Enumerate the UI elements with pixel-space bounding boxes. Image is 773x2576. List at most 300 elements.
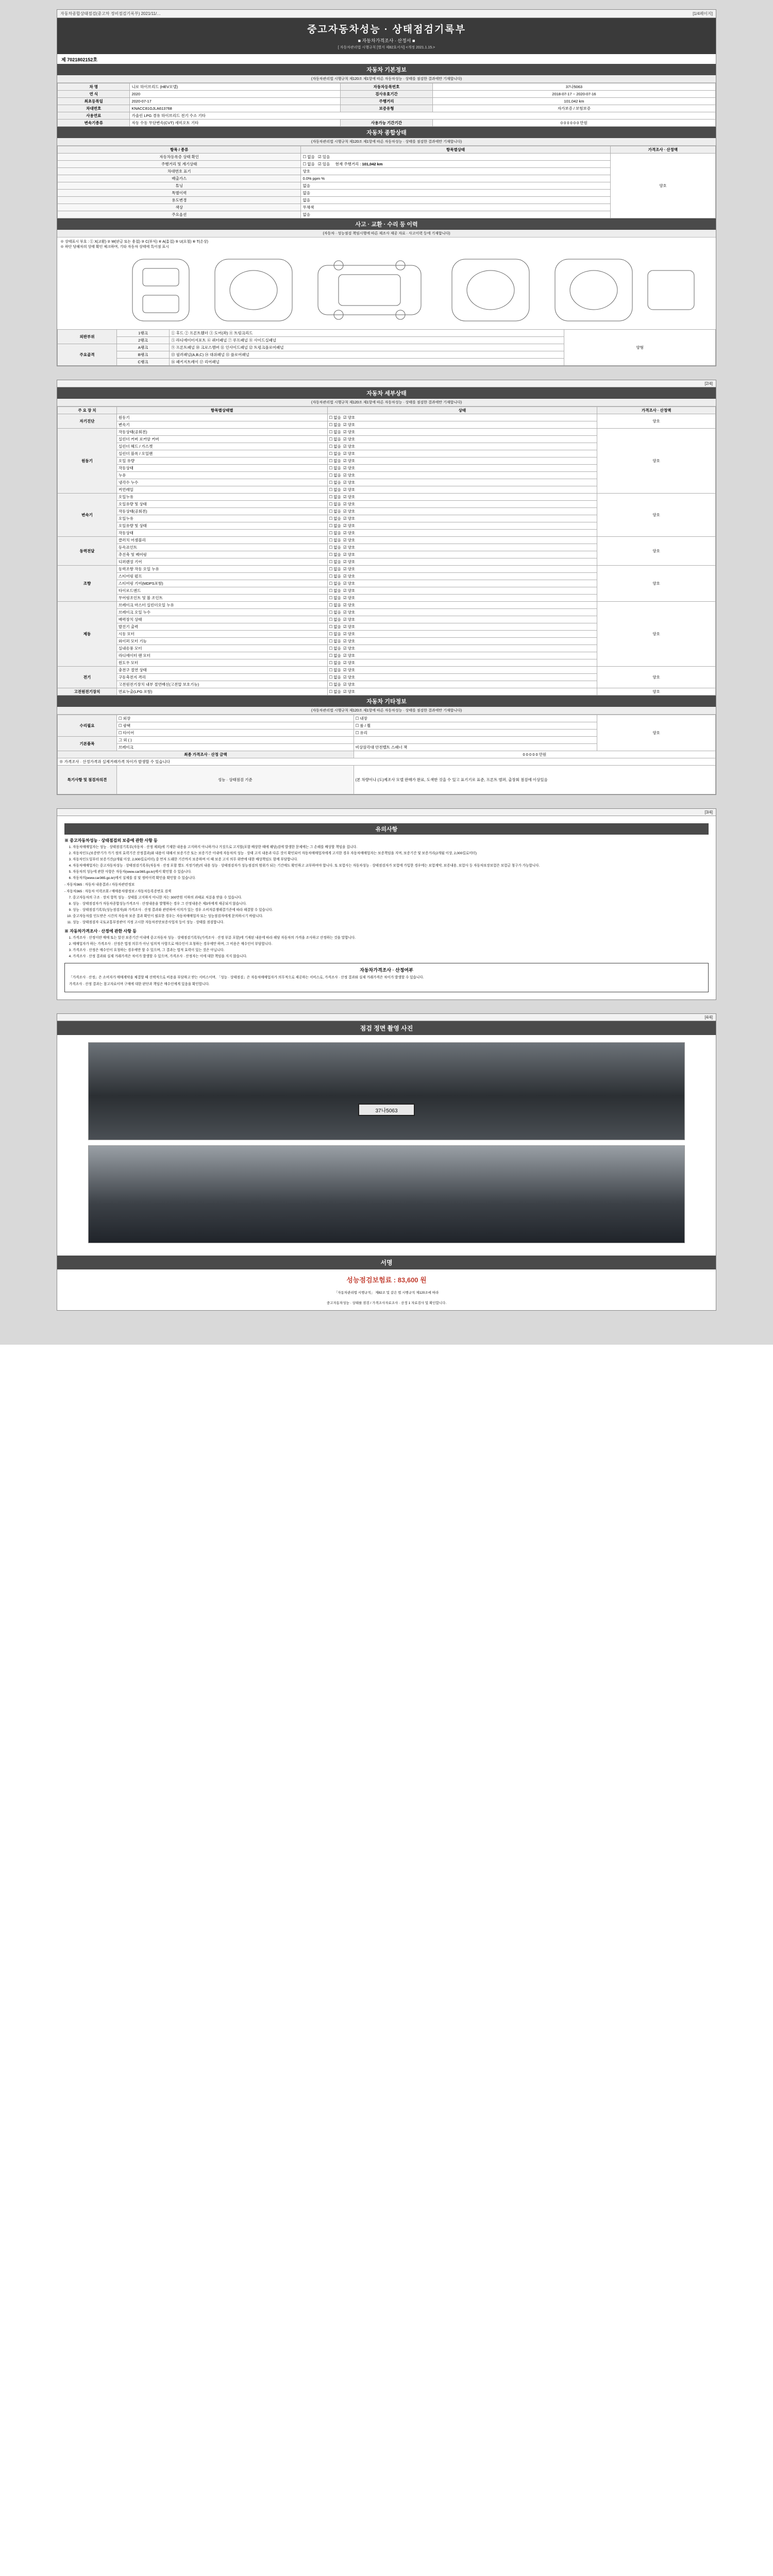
checkbox-none[interactable]: ☐ 없음: [329, 523, 341, 528]
vehicle-underbody-photo: [88, 1145, 685, 1243]
browser-left-text: 자동차종합상태점검(중고차 정비점검기록부) 2021/11/…: [60, 11, 161, 16]
photos-section: [57, 1035, 716, 1256]
table-row: [58, 91, 716, 98]
checkbox-none[interactable]: ☐ 없음: [329, 430, 341, 434]
detail-state[interactable]: [327, 566, 597, 573]
detail-group-7: 고전원전기장치: [58, 688, 117, 696]
detail-state[interactable]: [327, 429, 597, 436]
photos-title: 점검 정면 촬영 사진: [57, 1021, 716, 1035]
detail-state[interactable]: [327, 479, 597, 486]
checkbox-none[interactable]: ☐ 없음: [329, 689, 341, 694]
checkbox-good[interactable]: ☑ 양호: [343, 603, 355, 607]
etc-group-1: 기본품목: [58, 737, 117, 751]
checkbox-none[interactable]: ☐ 없음: [329, 596, 341, 600]
checkbox-good[interactable]: ☑ 양호: [343, 617, 355, 622]
basic-label2-0: 자동차등록번호: [341, 83, 433, 91]
list-item: 8. 성능 · 상태점검자가 자동차종합성능가격조사 · 산정내용을 발행하는 경우 그 산정내용은 제3자에게 제공되지 않습니다.: [73, 902, 709, 907]
detail-price: 양호: [597, 429, 716, 494]
sheet-4: [57, 1013, 716, 1311]
checkbox-none[interactable]: ☐ 없음: [329, 581, 341, 586]
checkbox-none[interactable]: ☐ 없음: [329, 459, 341, 463]
checkbox-none[interactable]: ☐ 없음: [329, 603, 341, 607]
list-item: 3. 자동차인도일부터 보증기간(2개월 이상, 2,000킬로미터) 중 먼저 도래한 기간까지 보증하며 이 때 보증 고지 의무 위반에 대한 배상책임도 함께 부담합니다.: [73, 857, 709, 862]
overall-kind-0: 자동차등록증 상태 확인: [58, 154, 301, 161]
table-row: [58, 688, 716, 696]
detail-col-d: 가격조사 · 산정액: [597, 407, 716, 414]
detail-state[interactable]: [327, 609, 597, 616]
section-basic-title: 자동차 기본정보: [57, 64, 716, 75]
overall-state-1[interactable]: ☐ 없음 ☑ 있음 현재 주행거리 : 101,042 km: [301, 161, 610, 168]
etc-b-2[interactable]: [354, 730, 597, 737]
detail-state[interactable]: [327, 450, 597, 457]
checkbox-exterior[interactable]: ☐ 외장: [119, 716, 130, 721]
detail-item: 실린더 블록 / 오일팬: [116, 450, 327, 457]
detail-item: 냉각수 누수: [116, 479, 327, 486]
checkbox-good[interactable]: ☑ 양호: [343, 560, 355, 564]
detail-item: 무어링조인트 및 볼 조인트: [116, 595, 327, 602]
accident-grp-1: 주요골격: [58, 344, 117, 366]
table-row: [58, 758, 716, 766]
basic-label2-5: 사용가능 기간기간: [341, 120, 433, 127]
checkbox-none[interactable]: ☐ 없음: [329, 653, 341, 658]
detail-item: 구동축전지 격리: [116, 674, 327, 681]
detail-price: 양호: [597, 414, 716, 429]
checkbox-good[interactable]: ☑ 양호: [343, 653, 355, 658]
checkbox-good[interactable]: ☑ 양호: [343, 473, 355, 478]
detail-state[interactable]: [327, 486, 597, 494]
accident-diagram-box: [57, 238, 716, 329]
detail-state[interactable]: [327, 638, 597, 645]
overall-kind-2: 차대번호 표기: [58, 168, 301, 175]
list-item: 5. 자동차의 성능에 관한 사항은 자동차(www.car365.go.kr)에서 확인할 수 있습니다.: [73, 870, 709, 875]
overall-kind-7: 색상: [58, 204, 301, 211]
detail-item: 동력조향 작동 오일 누유: [116, 566, 327, 573]
checkbox-wheel[interactable]: ☐ 룸 / 휠: [356, 723, 371, 728]
checkbox-glass[interactable]: ☐ 유리: [356, 731, 367, 735]
checkbox-good[interactable]: ☑ 양호: [343, 459, 355, 463]
basic-label2-1: 검사유효기간: [341, 91, 433, 98]
table-row: [58, 715, 716, 722]
browser-topbar-2: [57, 380, 716, 387]
checkbox-none[interactable]: ☐ 없음: [329, 567, 341, 571]
etc-price: 양호: [597, 715, 716, 751]
checkbox-good[interactable]: ☑ 양호: [343, 502, 355, 506]
detail-group-2: 변속기: [58, 494, 117, 537]
detail-col-c: 상태: [327, 407, 597, 414]
detail-state[interactable]: [327, 522, 597, 530]
footer-note-1: 「자동차관리법 시행규칙」 제82조 및 같은 법 시행규칙 제120조에 따라: [334, 1291, 439, 1295]
checkbox-none[interactable]: ☐ 없음: [329, 516, 341, 521]
checkbox-good[interactable]: ☑ 양호: [343, 466, 355, 470]
list-item: 4. 가격조사 · 산정 결과와 실제 거래가격은 차이가 발생할 수 있으며, 가격조사 · 산정자는 이에 대한 책임을 지지 않습니다.: [73, 954, 709, 959]
mileage-value: 101,042 km: [362, 162, 383, 166]
detail-item: 등속죠인트: [116, 544, 327, 551]
checkbox-none[interactable]: ☐ 없음: [329, 502, 341, 506]
detail-state[interactable]: [327, 602, 597, 609]
checkbox-interior[interactable]: ☐ 내장: [356, 716, 367, 721]
detail-state[interactable]: [327, 659, 597, 667]
checkbox-none[interactable]: ☐ 없음: [329, 560, 341, 564]
etc-a-3[interactable]: 그 외 ( ): [116, 737, 354, 744]
detail-col-a: 주 요 장 치: [58, 407, 117, 414]
checkbox-good[interactable]: ☑ 양호: [343, 668, 355, 672]
basic-value-2: 2020-07-17: [130, 98, 341, 105]
etc-table: [57, 715, 716, 794]
guide-list-3: [64, 936, 709, 959]
table-row: [58, 414, 716, 421]
browser-topbar: [57, 10, 716, 18]
checkbox-none[interactable]: ☐ 없음: [329, 495, 341, 499]
checkbox-none[interactable]: ☐ 없음: [329, 646, 341, 651]
detail-state[interactable]: [327, 616, 597, 623]
checkbox-good[interactable]: ☑ 양호: [343, 610, 355, 615]
checkbox-good[interactable]: ☑ 양호: [343, 581, 355, 586]
etc-perf-note: ※ 가격조사 · 산정가격과 실제거래가격 차이가 발생할 수 있습니다: [58, 758, 716, 766]
checkbox-none[interactable]: ☐ 없음: [329, 487, 341, 492]
basic-value-4: 가솔린 LPG 경유 하이브리드 전기 수소 기타: [130, 112, 716, 120]
detail-item: 누유: [116, 472, 327, 479]
table-row: [58, 494, 716, 501]
list-item: 1. 자동차매매업자는 성능 · 상태점검기록부(자동차 · 산정 제외)에 기재한 내용을 고지하지 아니하거나 거짓으로 고지할(포함 배상한 때에 해당)검에 발생한 문제에는 그 손해를 배상할 책임을 집니다.: [73, 845, 709, 850]
detail-item: 작동상태(공회전): [116, 429, 327, 436]
detail-item: 오일누유: [116, 515, 327, 522]
section-detail-title: 자동차 세부상태: [57, 387, 716, 399]
checkbox-good[interactable]: ☑ 양호: [343, 444, 355, 449]
checkbox-good[interactable]: ☑ 양호: [343, 660, 355, 665]
checkbox-none[interactable]: ☐ 없음: [329, 552, 341, 557]
checkbox-none[interactable]: ☐ 없음: [329, 545, 341, 550]
checkbox-none[interactable]: ☐ 없음: [329, 610, 341, 615]
overall-state-3[interactable]: 0.0% ppm %: [301, 175, 610, 182]
table-row: [58, 537, 716, 544]
checkbox-none[interactable]: ☐ 없음: [329, 624, 341, 629]
table-row: [58, 429, 716, 436]
doc-number: 제 7021802152호: [61, 57, 97, 62]
table-row: [58, 105, 716, 112]
doc-title: 중고자동차성능 · 상태점검기록부: [307, 24, 466, 35]
checkbox-none[interactable]: ☐ 없음: [329, 660, 341, 665]
checkbox-none[interactable]: ☐ 없음: [329, 451, 341, 456]
etc-b-0[interactable]: [354, 715, 597, 722]
accident-note-2: ※ 하단 당해차의 상태 확인 체크하며, 기타 자동차 상태에 특이점 표시: [60, 245, 169, 249]
checkbox-good[interactable]: ☑ 양호: [343, 487, 355, 492]
detail-item: 실린더 헤드 / 가스켓: [116, 443, 327, 450]
checkbox-good[interactable]: ☑ 양호: [343, 574, 355, 579]
checkbox-none[interactable]: ☐ 없음: [329, 682, 341, 687]
detail-item: 클러치 어셈블리: [116, 537, 327, 544]
overall-kind-1: 주행거리 및 계기상태: [58, 161, 301, 168]
detail-state[interactable]: [327, 472, 597, 479]
checkbox-good[interactable]: ☑ 양호: [343, 632, 355, 636]
section-etc-title: 자동차 기타정보: [57, 696, 716, 707]
table-row: [58, 766, 716, 794]
overall-state-6[interactable]: 없음: [301, 197, 610, 204]
checkbox-good[interactable]: ☑ 양호: [343, 422, 355, 427]
checkbox-none[interactable]: ☐ 없음: [329, 437, 341, 442]
detail-state[interactable]: [327, 558, 597, 566]
detail-item: 배력장치 상태: [116, 616, 327, 623]
checkbox-good[interactable]: ☑ 양호: [343, 437, 355, 442]
detail-item: 실린더 커버 로커암 커버: [116, 436, 327, 443]
detail-item: 오일유량 및 상태: [116, 522, 327, 530]
guide-list-1: [64, 845, 709, 880]
detail-state[interactable]: [327, 573, 597, 580]
checkbox-none[interactable]: ☐ 없음: [329, 444, 341, 449]
basic-label-4: 사용연료: [58, 112, 130, 120]
checkbox-good[interactable]: ☑ 양호: [343, 538, 355, 543]
etc-a-4[interactable]: 브레이크: [116, 744, 354, 751]
section-etc-subtitle: (자동차관리법 시행규칙 제120조 제1항에 따른 자동차성능 · 상태를 점검한 결과에만 기재합니다): [57, 707, 716, 715]
etc-a-0[interactable]: [116, 715, 354, 722]
list-item: 1. 가격조사 · 산정이란 매매 또는 알선 보증기간 이내에 중고자동차 성능 · 상태점검기록부(가격조사 · 산정 부분 포함)에 기재된 내용에 따라 해당 자동차의 가격을 조사하고 산정하는 것을 말합니다.: [73, 936, 709, 941]
section-detail-subtitle: (자동차관리법 시행규칙 제120조 제1항에 따른 자동차성능 · 상태를 점검한 결과에만 기재합니다): [57, 399, 716, 406]
overall-state-0[interactable]: [301, 154, 610, 161]
detail-state[interactable]: [327, 645, 597, 652]
declaration-box: [64, 963, 709, 992]
vehicle-front-photo: [88, 1042, 685, 1140]
checkbox-good[interactable]: ☑ 양호: [343, 523, 355, 528]
detail-item: 실내송풍 모터: [116, 645, 327, 652]
checkbox-none[interactable]: ☐ 없음: [329, 588, 341, 593]
overall-col-price: 가격조사 · 산정액: [610, 146, 715, 154]
declaration-warning: 가격조사 · 산정 결과는 참고자료이며 구매에 대한 판단과 책임은 매수인에게 있음을 확인합니다.: [69, 982, 210, 987]
section-accident-title: 사고 · 교환 · 수리 등 이력: [57, 218, 716, 230]
detail-price: 양호: [597, 537, 716, 566]
detail-item: 변속기: [116, 421, 327, 429]
basic-value2-1: 2018-07-17 ~ 2020-07-16: [432, 91, 715, 98]
checkbox-none[interactable]: ☐ 없음: [329, 473, 341, 478]
accident-rank-0: 1랭크: [116, 330, 169, 337]
checkbox-none[interactable]: ☐ 없음: [303, 162, 314, 166]
detail-state[interactable]: [327, 623, 597, 631]
checkbox-none[interactable]: ☐ 없음: [303, 155, 314, 159]
guide-sub-1: ※ 중고자동차성능 · 상태점검의 보증에 관한 사항 등: [64, 838, 158, 843]
detail-group-4: 조향: [58, 566, 117, 602]
checkbox-good[interactable]: ☑ 양호: [343, 480, 355, 485]
overall-col-kind: 항목 / 종류: [58, 146, 301, 154]
etc-b-1[interactable]: [354, 722, 597, 730]
detail-state[interactable]: [327, 652, 597, 659]
section-accident-subtitle: (자동차 · 성능점검 책임시행에 따른 제조사 제공 자료 · 사고이력 등에 기재합니다): [57, 230, 716, 238]
overall-state-2[interactable]: 양호: [301, 168, 610, 175]
section-overall-title: 자동차 종합상태: [57, 127, 716, 138]
detail-item: 라디에이터 팬 모터: [116, 652, 327, 659]
accident-items-3: ⑬ 필러패널(A,B,C) ⑭ 대쉬패널 ⑮ 플로어패널: [170, 351, 564, 359]
section-overall-subtitle: (자동차관리법 시행규칙 제120조 제1항에 따른 자동차성능 · 상태를 점검한 결과에만 기재합니다): [57, 138, 716, 146]
detail-state[interactable]: [327, 551, 597, 558]
checkbox-good[interactable]: ☑ 양호: [343, 689, 355, 694]
detail-state[interactable]: [327, 494, 597, 501]
checkbox-good[interactable]: ☑ 양호: [343, 430, 355, 434]
list-item: 7. 중고자동차의 구조 · 장치 항목 성능 · 상태를 고지하지 아니한 자는 300만원 이하의 과태료 처분을 받을 수 있습니다.: [73, 895, 709, 901]
page-tag-4: [4/4]: [704, 1015, 713, 1020]
declaration-text: 「가격조사 · 산정」은 소비자가 매매계약을 체결할 때 선택적으로 비용을 부담하고 받는 서비스이며, 「성능 · 상태점검」은 자동차매매업자가 의무적으로 제공하는 서비스로, 가격조사 · 산정 결과와 실제 거래가격은 차이가 발생할 수 있습니다.: [69, 976, 424, 980]
etc-a-1[interactable]: [116, 722, 354, 730]
basic-label2-2: 주행거리: [341, 98, 433, 105]
detail-item: 디퍼렌셜 기어: [116, 558, 327, 566]
checkbox-tire[interactable]: ☐ 타이어: [119, 731, 134, 735]
table-row: [58, 566, 716, 573]
basic-label-2: 최초등록일: [58, 98, 130, 105]
overall-state-8[interactable]: 없음: [301, 211, 610, 218]
table-row: [58, 330, 716, 337]
etc-b-3[interactable]: [354, 737, 597, 744]
detail-state[interactable]: [327, 515, 597, 522]
detail-state[interactable]: [327, 681, 597, 688]
detail-price: 양호: [597, 688, 716, 696]
detail-item: 스티어링 펌프: [116, 573, 327, 580]
detail-state[interactable]: [327, 688, 597, 696]
overall-state-4[interactable]: 없음: [301, 182, 610, 190]
checkbox-none[interactable]: ☐ 없음: [329, 617, 341, 622]
detail-col-b: 항목별상태별: [116, 407, 327, 414]
table-row: [58, 667, 716, 674]
declaration-title: 자동차가격조사 · 산정여부: [360, 968, 413, 973]
checkbox-good[interactable]: ☑ 양호: [343, 516, 355, 521]
sheet-2: [57, 380, 716, 795]
detail-item: 작동상태(공회전): [116, 508, 327, 515]
checkbox-none[interactable]: ☐ 없음: [329, 632, 341, 636]
doc-legal: [ 자동차관리법 시행규칙 [별지 제82호서식] <개정 2021.1.15.>: [338, 46, 435, 49]
footer-note-2: 중고자동차성능 · 상태를 점검 / 가격조사자료조사 · 산정 1 자료검사 및 확인합니다.: [326, 1301, 447, 1305]
checkbox-none[interactable]: ☐ 없음: [329, 466, 341, 470]
checkbox-good[interactable]: ☑ 양호: [343, 495, 355, 499]
detail-table: [57, 406, 716, 696]
checkbox-none[interactable]: ☐ 없음: [329, 675, 341, 680]
detail-state[interactable]: [327, 674, 597, 681]
detail-state[interactable]: [327, 436, 597, 443]
checkbox-good[interactable]: ☑ 양호: [343, 415, 355, 420]
license-plate: 37나5063: [358, 1104, 415, 1116]
page-tag-3: [3/4]: [704, 810, 713, 815]
list-item: 2. 매매업자가 하는 가격조사 · 산정은 법정 의무가 아닌 임의적 사항으로 매수인이 요청하는 경우에만 하며, 그 비용은 매수인이 부담합니다.: [73, 942, 709, 947]
list-item: 6. 자동차의(www.car365.go.kr)에서 실제를 검 및 정비이력 확인을 확인할 수 있습니다.: [73, 876, 709, 881]
list-item: 10. 중고자동차를 인도받은 시간의 자동차 보증 결과 확인이 필요한 경우는 자동차매매업자 또는 성능점검자에게 문의하시기 바랍니다.: [73, 914, 709, 919]
etc-price-label: 성능 · 상태점검 기준: [116, 766, 354, 794]
detail-item: 고전원전기장치 내부 절연배선(고전압 보호기능): [116, 681, 327, 688]
detail-state[interactable]: [327, 501, 597, 508]
checkbox-yes[interactable]: ☑ 있음: [318, 162, 330, 166]
detail-item: 발진기 출력: [116, 623, 327, 631]
sheet-3: [57, 808, 716, 1000]
etc-a-2[interactable]: [116, 730, 354, 737]
table-row: [58, 112, 716, 120]
checkbox-good[interactable]: ☑ 양호: [343, 596, 355, 600]
detail-state[interactable]: [327, 443, 597, 450]
basic-value2-0: 37나5063: [432, 83, 715, 91]
table-row: [58, 154, 716, 161]
fee-row: [57, 1269, 716, 1290]
detail-state[interactable]: [327, 544, 597, 551]
list-item: 2. 자동차인도(보증받기가 가기 정의 효력기간 산정결과)와 내용이 대해서 보증기간 또는 보증기간 이내에 자동차의 성능 · 상태 고지 내용과 다른 것이 확인되어 자동차매매업자에게 고지한 경우 자동차매매업자는 보증책임을 지며, 보증기간 및 보증거리(2개월 이상, 2,000킬로미터): [73, 851, 709, 856]
detail-state[interactable]: [327, 537, 597, 544]
detail-state[interactable]: [327, 631, 597, 638]
detail-item: 브레이크 마스터 실린더오일 누유: [116, 602, 327, 609]
overall-state-5[interactable]: 없음: [301, 190, 610, 197]
checkbox-none[interactable]: ☐ 없음: [329, 574, 341, 579]
mileage-label: 현재 주행거리: [335, 162, 359, 166]
detail-state[interactable]: [327, 421, 597, 429]
page-tag-2: [2/4]: [704, 381, 713, 386]
detail-state[interactable]: [327, 508, 597, 515]
detail-item: 충전구 절연 상태: [116, 667, 327, 674]
checkbox-none[interactable]: ☐ 없음: [329, 668, 341, 672]
detail-state[interactable]: [327, 414, 597, 421]
checkbox-none[interactable]: ☐ 없음: [329, 422, 341, 427]
detail-item: 원동기: [116, 414, 327, 421]
detail-item: 작동상태: [116, 465, 327, 472]
checkbox-none[interactable]: ☐ 없음: [329, 509, 341, 514]
checkbox-good[interactable]: ☑ 양호: [343, 646, 355, 651]
guide-section: [57, 816, 716, 999]
checkbox-yes[interactable]: ☑ 있음: [318, 155, 330, 159]
detail-group-3: 동력전달: [58, 537, 117, 566]
list-item: 4. 자동차매매업자는 중고자동차성능 · 상태점검기록부(자동차 · 산정 포함 별도 지정기관)의 내용 성능 · 상태점검자가 성능점검의 범위가 되는 기간에도 확인하고 교부하여야 합니다. 또 보험사는 자동차성능 · 상태점검자가 보험에 가입한 경우에는 보험계약, 보증내용, 보험사 등 자동차보장보험은 보험금 청구가 가능합니다.: [73, 863, 709, 869]
fee-value: 83,600 원: [397, 1276, 427, 1284]
detail-state[interactable]: [327, 530, 597, 537]
basic-label-0: 차 명: [58, 83, 130, 91]
checkbox-good[interactable]: ☑ 양호: [343, 552, 355, 557]
overall-price: 양호: [610, 154, 715, 218]
accident-rank-2: A랭크: [116, 344, 169, 351]
checkbox-none[interactable]: ☐ 없음: [329, 531, 341, 535]
table-header-row: [58, 146, 716, 154]
detail-price: 양호: [597, 494, 716, 537]
detail-state[interactable]: [327, 580, 597, 587]
detail-state[interactable]: [327, 465, 597, 472]
checkbox-none[interactable]: ☐ 없음: [329, 415, 341, 420]
checkbox-good[interactable]: ☑ 양호: [343, 639, 355, 643]
browser-topbar-3: [57, 809, 716, 816]
table-row: [58, 120, 716, 127]
detail-group-5: 제동: [58, 602, 117, 667]
checkbox-good[interactable]: ☑ 양호: [343, 531, 355, 535]
checkbox-good[interactable]: ☑ 양호: [343, 675, 355, 680]
detail-item: 추진축 및 베어링: [116, 551, 327, 558]
checkbox-none[interactable]: ☐ 없음: [329, 538, 341, 543]
detail-state[interactable]: [327, 595, 597, 602]
overall-kind-8: 주요옵션: [58, 211, 301, 218]
checkbox-good[interactable]: ☑ 양호: [343, 588, 355, 593]
checkbox-good[interactable]: ☑ 양호: [343, 624, 355, 629]
checkbox-good[interactable]: ☑ 양호: [343, 451, 355, 456]
checkbox-none[interactable]: ☐ 없음: [329, 480, 341, 485]
overall-kind-3: 배출가스: [58, 175, 301, 182]
checkbox-good[interactable]: ☑ 양호: [343, 682, 355, 687]
checkbox-good[interactable]: ☑ 양호: [343, 567, 355, 571]
detail-state[interactable]: [327, 667, 597, 674]
detail-item: 시동 모터: [116, 631, 327, 638]
table-row: [58, 602, 716, 609]
overall-state-7[interactable]: 무채색: [301, 204, 610, 211]
detail-group-6: 전기: [58, 667, 117, 688]
checkbox-good[interactable]: ☑ 양호: [343, 545, 355, 550]
basic-value2-2: 101,042 km: [432, 98, 715, 105]
list-item: 11. 성능 · 상태점검자 국토교통부장관이 지정 고시한 자동차진단보증사업자 등이 성능 · 상태를 점검합니다.: [73, 920, 709, 925]
detail-item: 브레이크 오일 누수: [116, 609, 327, 616]
checkbox-none[interactable]: ☐ 없음: [329, 639, 341, 643]
list-item: 9. 성능 · 상태점검기록부(성능점검자)와 가격조사 · 산정 결과와 관련하여 이의가 있는 경우 소비자분쟁해결기준에 따라 해결할 수 있습니다.: [73, 908, 709, 913]
detail-state[interactable]: [327, 457, 597, 465]
accident-items-4: ⑯ 패키지트레이 ⑰ 리어패널: [170, 359, 564, 366]
etc-b-4[interactable]: 비상삼각대 안전벨트 스패너 잭: [354, 744, 597, 751]
checkbox-polish[interactable]: ☐ 광택: [119, 723, 130, 728]
sign-title: 서명: [57, 1256, 716, 1269]
accident-items-0: ① 후드 ② 프론트휀더 ③ 도어(좌) ④ 트렁크리드: [170, 330, 564, 337]
browser-topbar-4: [57, 1014, 716, 1021]
checkbox-good[interactable]: ☑ 양호: [343, 509, 355, 514]
detail-state[interactable]: [327, 587, 597, 595]
